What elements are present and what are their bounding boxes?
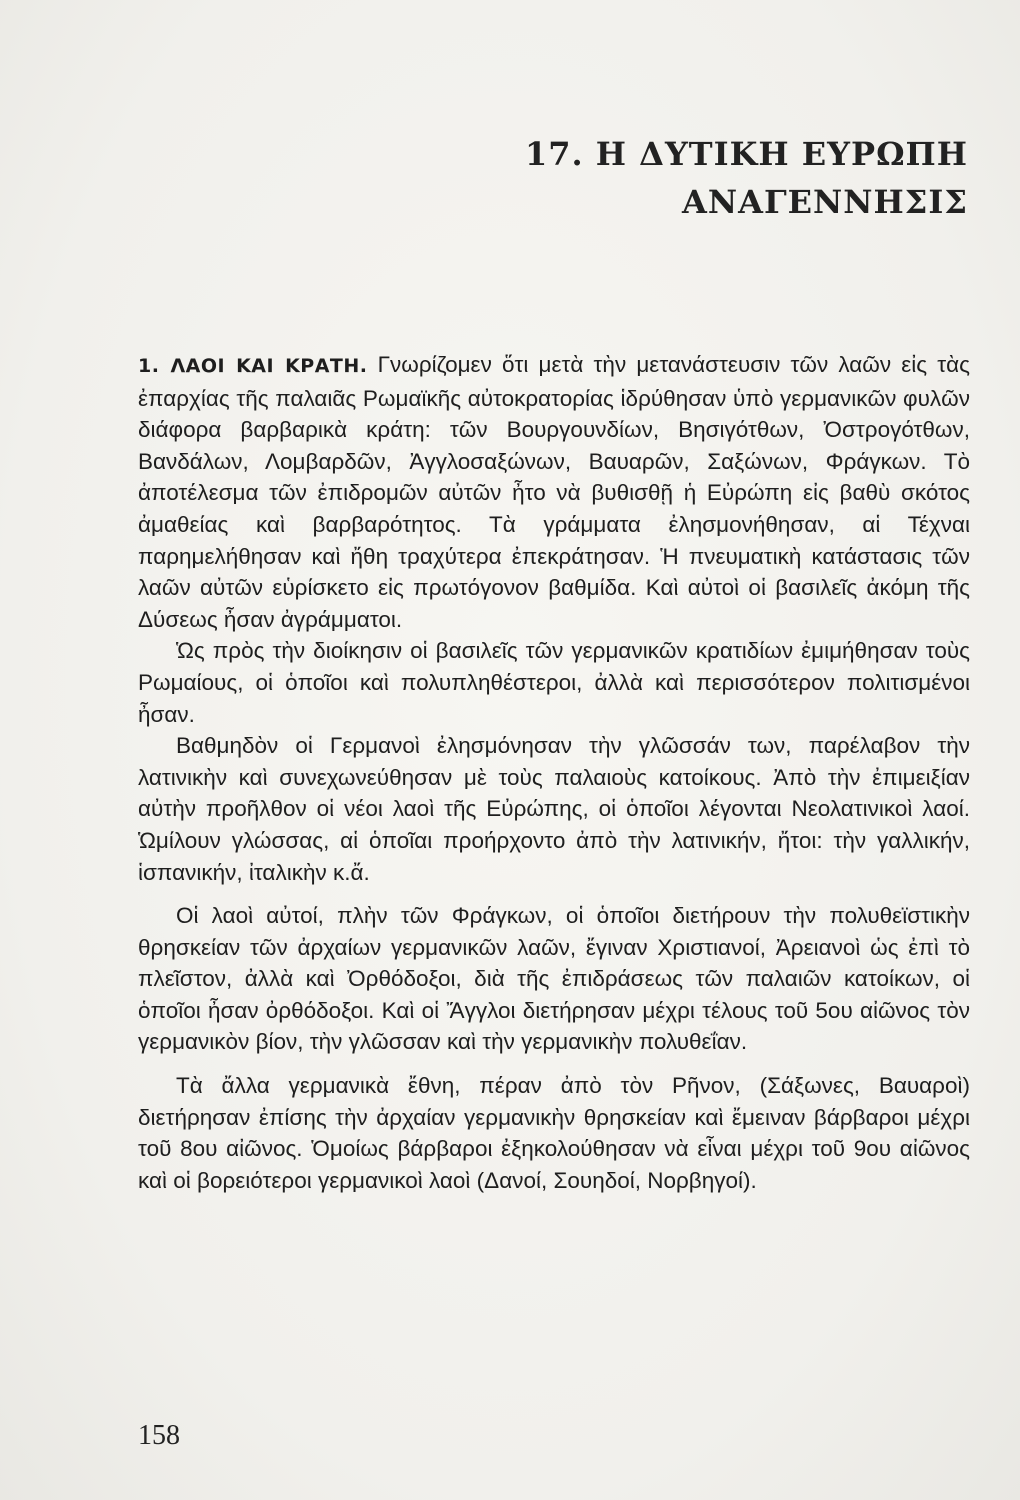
paragraph-3: Βαθμηδὸν οἱ Γερμανοὶ ἐλησμόνησαν τὴν γλῶσσάν των, παρέλαβον τὴν λατινικὴν καὶ συνεχωνεύθησαν μὲ τοὺς παλαιοὺς κατοίκους. Ἀπὸ τὴν ἐπιμειξίαν αὐτὴν προῆλθον οἱ νέοι λαοὶ τῆς Εὐρώπης, οἱ ὁποῖοι λέγονται Νεολατινικοὶ λαοί. Ὡμίλουν γλώσσας, αἱ ὁποῖαι προήρχοντο ἀπὸ τὴν λατινικήν, ἤτοι: τὴν γαλλικήν, ἱσπανικήν, ἰταλικὴν κ.ἄ.	[138, 733, 970, 885]
paragraph-5: Τὰ ἄλλα γερμανικὰ ἔθνη, πέραν ἀπὸ τὸν Ρῆνον, (Σάξωνες, Βαυαροὶ) διετήρησαν ἐπίσης τὴν ἀρχαίαν γερμανικὴν θρησκείαν καὶ ἔμειναν βάρβαροι μέχρι τοῦ 8ου αἰῶνος. Ὁμοίως βάρβαροι ἐξηκολούθησαν νὰ εἶναι μέχρι τοῦ 9ου αἰῶνος καὶ οἱ βορειότεροι γερμανικοὶ λαοὶ (Δανοί, Σουηδοί, Νορβηγοί).	[138, 1073, 970, 1193]
chapter-heading	[525, 130, 968, 226]
page-number: 158	[138, 1420, 180, 1451]
chapter-title-line-1: 17. Η ΔΥΤΙΚΗ ΕΥΡΩΠΗ	[524, 135, 968, 173]
chapter-title-line-2: ΑΝΑΓΕΝΝΗΣΙΣ	[682, 183, 968, 221]
paragraph-1	[138, 349, 970, 635]
paragraph-2: Ὡς πρὸς τὴν διοίκησιν οἱ βασιλεῖς τῶν γερμανικῶν κρατιδίων ἐμιμήθησαν τοὺς Ρωμαίους, οἱ ὁποῖοι καὶ πολυπληθέστεροι, ἀλλὰ καὶ περισσότερον πολιτισμένοι ἦσαν.	[138, 638, 970, 727]
paragraph-4: Οἱ λαοὶ αὐτοί, πλὴν τῶν Φράγκων, οἱ ὁποῖοι διετήρουν τὴν πολυθεϊστικὴν θρησκείαν τῶν ἀρχαίων γερμανικῶν λαῶν, ἔγιναν Χριστιανοί, Ἀρειανοὶ ὡς ἐπὶ τὸ πλεῖστον, ἀλλὰ καὶ Ὀρθόδοξοι, διὰ τῆς ἐπιδράσεως τῶν παλαιῶν κατοίκων, οἱ ὁποῖοι ἦσαν ὀρθόδοξοι. Καὶ οἱ Ἄγγλοι διετήρησαν μέχρι τέλους τοῦ 5ου αἰῶνος τὸν γερμανικὸν βίον, τὴν γλῶσσαν καὶ τὴν γερμανικὴν πολυθεΐαν.	[138, 903, 970, 1055]
section-heading: 1. ΛΑΟΙ ΚΑΙ ΚΡΑΤΗ.	[138, 355, 368, 377]
section-body	[138, 349, 970, 1196]
paragraph-1-text: Γνωρίζομεν ὅτι μετὰ τὴν μετανάστευσιν τῶν λαῶν εἰς τὰς ἐπαρχίας τῆς παλαιᾶς Ρωμαϊκῆς αὐτοκρατορίας ἱδρύθησαν ὑπὸ γερμανικῶν φυλῶν διάφορα βαρβαρικὰ κράτη: τῶν Βουργουνδίων, Βησιγότθων, Ὀστρογότθων, Βανδάλων, Λομβαρδῶν, Ἀγγλοσαξώνων, Βαυαρῶν, Σαξώνων, Φράγκων. Τὸ ἀποτέλεσμα τῶν ἐπιδρομῶν αὐτῶν ἦτο νὰ βυθισθῇ ἡ Εὐρώπη εἰς βαθὺ σκότος ἀμαθείας καὶ βαρβαρότητος. Τὰ γράμματα ἐλησμονήθησαν, αἱ Τέχναι παρημελήθησαν καὶ ἤθη τραχύτερα ἐπεκράτησαν. Ἡ πνευματικὴ κατάστασις τῶν λαῶν αὐτῶν εὑρίσκετο εἰς πρωτόγονον βαθμίδα. Καὶ αὐτοὶ οἱ βασιλεῖς ἀκόμη τῆς Δύσεως ἦσαν ἀγράμματοι.	[138, 352, 971, 632]
